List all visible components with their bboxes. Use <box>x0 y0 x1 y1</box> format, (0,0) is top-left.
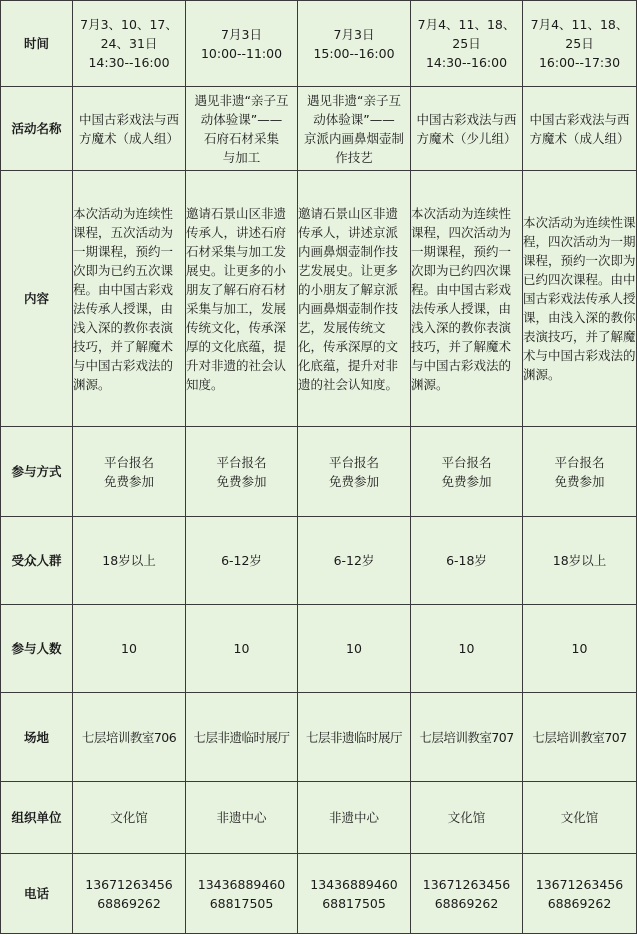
method-line: 平台报名 <box>441 454 492 470</box>
audience-cell: 6-12岁 <box>298 517 411 605</box>
phone-number: 68869262 <box>97 895 161 911</box>
row-label-audience: 受众人群 <box>1 517 73 605</box>
count-cell: 10 <box>73 605 186 693</box>
phone-number: 13671263456 <box>535 876 624 892</box>
row-method <box>1 427 637 517</box>
method-line: 平台报名 <box>216 454 267 470</box>
activity-name-line: 中国古彩戏法与西 <box>78 111 179 127</box>
row-label-name: 活动名称 <box>1 87 73 171</box>
row-label-organizer: 组织单位 <box>1 782 73 854</box>
phone-cell <box>411 854 523 934</box>
phone-number: 13671263456 <box>85 876 173 892</box>
audience-cell: 18岁以上 <box>73 517 186 605</box>
row-label-phone: 电话 <box>1 854 73 934</box>
organizer-cell: 文化馆 <box>523 782 637 854</box>
phone-cell <box>186 854 298 934</box>
method-line: 免费参加 <box>328 473 379 489</box>
phone-number: 68817505 <box>322 895 386 911</box>
method-line: 免费参加 <box>554 473 605 489</box>
row-label-content: 内容 <box>1 171 73 427</box>
phone-cell <box>523 854 637 934</box>
organizer-cell: 非遗中心 <box>298 782 411 854</box>
row-time <box>1 1 637 87</box>
activity-name-cell <box>298 87 411 171</box>
time-line: 7月4、11、18、 <box>530 17 629 32</box>
time-line: 7月4、11、18、 <box>417 17 516 32</box>
count-cell: 10 <box>298 605 411 693</box>
time-line: 15:00--16:00 <box>313 45 395 61</box>
activity-name-line: 作技艺 <box>335 149 373 165</box>
count-cell: 10 <box>411 605 523 693</box>
activity-name-line: 石府石材采集 <box>203 130 279 146</box>
time-line: 7月3、10、17、 <box>80 17 178 32</box>
row-label-count: 参与人数 <box>1 605 73 693</box>
venue-cell: 七层非遗临时展厅 <box>298 693 411 782</box>
venue-cell: 七层培训教室707 <box>523 693 637 782</box>
activity-name-line: 动体验课”—— <box>200 111 283 127</box>
phone-number: 13671263456 <box>422 876 511 892</box>
time-line: 24、31日 <box>100 36 158 51</box>
method-cell <box>298 427 411 517</box>
method-cell <box>411 427 523 517</box>
venue-cell: 七层非遗临时展厅 <box>186 693 298 782</box>
row-count <box>1 605 637 693</box>
content-cell: 本次活动为连续性课程，四次活动为一期课程，预约一次即为已约四次课程。由中国古彩戏法传承人授课，由浅入深的教你表演技巧，并了解魔术与中国古彩戏法的渊源。 <box>523 171 637 427</box>
content-cell: 邀请石景山区非遗传承人，讲述京派内画鼻烟壶制作技艺发展史。让更多的小朋友了解京派内画鼻烟壶制作技艺，发展传统文化，传承深厚的文化底蕴，提升对非遗的社会认知度。 <box>298 171 411 427</box>
method-line: 免费参加 <box>441 473 492 489</box>
content-cell: 本次活动为连续性课程，四次活动为一期课程，预约一次即为已约四次课程。由中国古彩戏法传承人授课，由浅入深的教你表演技巧，并了解魔术与中国古彩戏法的渊源。 <box>411 171 523 427</box>
activity-name-cell <box>73 87 186 171</box>
method-line: 平台报名 <box>103 454 154 470</box>
time-line: 14:30--16:00 <box>425 55 508 70</box>
time-line: 10:00--11:00 <box>200 45 283 61</box>
organizer-cell: 文化馆 <box>411 782 523 854</box>
activity-name-line: 与加工 <box>222 149 261 165</box>
time-cell <box>523 1 637 87</box>
row-label-time: 时间 <box>1 1 73 87</box>
time-line: 7月3日 <box>333 26 375 42</box>
time-line: 14:30--16:00 <box>88 55 170 70</box>
activity-name-line: 中国古彩戏法与西 <box>529 111 630 127</box>
content-cell: 邀请石景山区非遗传承人，讲述石府石材采集与加工发展史。让更多的小朋友了解石府石材采集与加工，发展传统文化，传承深厚的文化底蕴，提升对非遗的社会认知度。 <box>186 171 298 427</box>
method-line: 免费参加 <box>103 473 154 489</box>
method-line: 免费参加 <box>216 473 267 489</box>
time-cell <box>411 1 523 87</box>
phone-cell <box>298 854 411 934</box>
activity-name-line: 遇见非遗“亲子互 <box>307 92 401 108</box>
time-cell <box>298 1 411 87</box>
method-line: 平台报名 <box>328 454 379 470</box>
audience-cell: 6-12岁 <box>186 517 298 605</box>
time-line: 16:00--17:30 <box>538 55 621 70</box>
phone-cell <box>73 854 186 934</box>
phone-number: 68817505 <box>209 895 274 911</box>
activity-name-line: 动体验课”—— <box>313 111 395 127</box>
activity-name-line: 方魔术（成人组） <box>529 130 630 146</box>
time-line: 25日 <box>565 36 594 51</box>
venue-cell: 七层培训教室706 <box>73 693 186 782</box>
audience-cell: 6-18岁 <box>411 517 523 605</box>
audience-cell: 18岁以上 <box>523 517 637 605</box>
activity-name-line: 遇见非遗“亲子互 <box>194 92 289 108</box>
time-line: 7月3日 <box>221 26 262 42</box>
organizer-cell: 非遗中心 <box>186 782 298 854</box>
activity-name-line: 京派内画鼻烟壶制 <box>303 130 404 146</box>
phone-number: 13436889460 <box>197 876 286 892</box>
venue-cell: 七层培训教室707 <box>411 693 523 782</box>
time-cell <box>186 1 298 87</box>
phone-number: 68869262 <box>434 895 499 911</box>
row-label-venue: 场地 <box>1 693 73 782</box>
activity-name-cell <box>186 87 298 171</box>
row-name <box>1 87 637 171</box>
method-cell <box>523 427 637 517</box>
time-line: 25日 <box>452 36 481 51</box>
row-audience <box>1 517 637 605</box>
activity-name-cell <box>411 87 523 171</box>
time-cell <box>73 1 186 87</box>
organizer-cell: 文化馆 <box>73 782 186 854</box>
row-label-method: 参与方式 <box>1 427 73 517</box>
row-venue <box>1 693 637 782</box>
content-cell: 本次活动为连续性课程，五次活动为一期课程，预约一次即为已约五次课程。由中国古彩戏法传承人授课，由浅入深的教你表演技巧，并了解魔术与中国古彩戏法的渊源。 <box>73 171 186 427</box>
phone-number: 13436889460 <box>310 876 398 892</box>
phone-number: 68869262 <box>547 895 612 911</box>
activity-name-line: 方魔术（少儿组） <box>416 130 517 146</box>
method-cell <box>186 427 298 517</box>
row-phone <box>1 854 637 934</box>
activity-name-line: 方魔术（成人组） <box>78 130 179 146</box>
row-content <box>1 171 637 427</box>
method-line: 平台报名 <box>554 454 605 470</box>
count-cell: 10 <box>186 605 298 693</box>
method-cell <box>73 427 186 517</box>
activity-name-cell <box>523 87 637 171</box>
count-cell: 10 <box>523 605 637 693</box>
row-organizer <box>1 782 637 854</box>
activity-name-line: 中国古彩戏法与西 <box>416 111 517 127</box>
